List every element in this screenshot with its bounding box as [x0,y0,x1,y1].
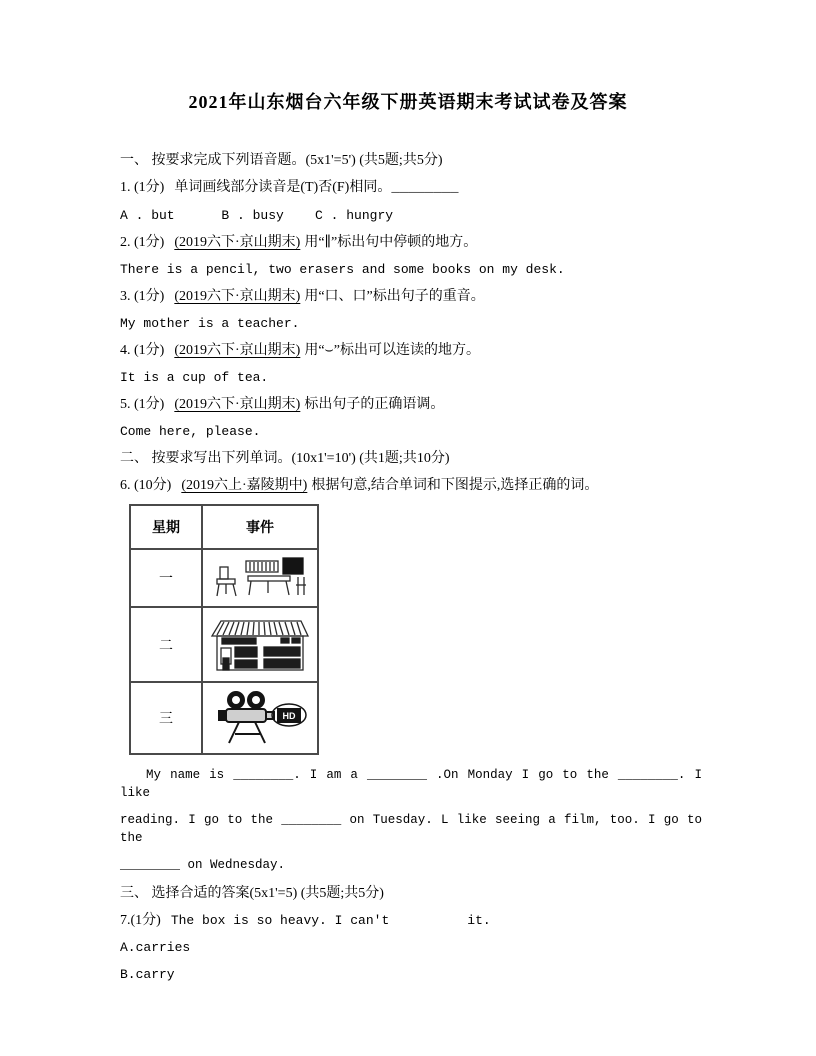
question-5-source-tag: (2019六下·京山期末) [174,397,301,412]
question-3-source-tag: (2019六下·京山期末) [174,289,301,304]
question-4-label: 4. (1分) [120,343,165,358]
film-projector-image [211,689,309,747]
section-3-heading: 三、 选择合适的答案(5x1'=5) (共5题;共5分) [120,885,384,901]
question-5 [120,396,720,414]
question-7-option-b: B.carry [120,966,175,982]
event-cell-monday [202,549,318,607]
table-header-event: 事件 [202,505,318,549]
question-2 [120,234,720,252]
question-6-label: 6. (10分) [120,478,172,493]
question-6 [120,477,720,495]
table-row-wednesday [130,682,318,754]
document-body [120,152,720,983]
question-5-label: 5. (1分) [120,397,165,412]
question-3-label: 3. (1分) [120,289,165,304]
question-6-text: 根据句意,结合单词和下图提示,选择正确的词。 [311,478,599,493]
bookstore-front-image [209,614,311,676]
library-classroom-image [210,555,310,601]
question-1-options: A . but B . busy C . hungry [120,208,394,223]
question-1 [120,179,720,198]
table-header-day: 星期 [130,505,202,549]
page-title: 2021年山东烟台六年级下册英语期末考试试卷及答案 [188,92,628,112]
table-header-row [130,505,318,549]
paragraph-line-3: ________ on Wednesday. [120,858,286,872]
question-4-text: 用“⌣”标出可以连读的地方。 [304,343,480,358]
question-2-text: 用“∥”标出句中停顿的地方。 [304,235,478,250]
table-row-monday [130,549,318,607]
question-2-label: 2. (1分) [120,235,165,250]
event-cell-wednesday [202,682,318,754]
question-7-option-a: A.carries [120,939,191,955]
question-3-sentence: My mother is a teacher. [120,316,300,331]
event-cell-tuesday [202,607,318,682]
question-7 [120,912,720,930]
question-7-text: The box is so heavy. I can't it. [170,912,491,928]
question-3 [120,288,720,306]
weekly-schedule-table [129,504,319,755]
question-6-source-tag: (2019六上·嘉陵期中) [181,478,308,493]
table-row-tuesday [130,607,318,682]
day-cell-wednesday: 三 [130,682,202,754]
question-4 [120,342,720,360]
day-cell-monday: 一 [130,549,202,607]
question-4-sentence: It is a cup of tea. [120,370,269,385]
question-1-text: 单词画线部分读音是(T)否(F)相同。 [174,180,392,195]
section-1-heading: 一、 按要求完成下列语音题。(5x1'=5') (共5题;共5分) [120,153,443,168]
fill-in-paragraph [120,767,702,875]
question-2-sentence: There is a pencil, two erasers and some books on my desk. [120,262,565,277]
hd-badge: HD [282,711,296,721]
day-cell-tuesday: 二 [130,607,202,682]
question-4-source-tag: (2019六下·京山期末) [174,343,301,358]
section-2-heading: 二、 按要求写出下列单词。(10x1'=10') (共1题;共10分) [120,451,450,466]
question-5-text: 标出句子的正确语调。 [304,397,445,412]
question-7-label: 7.(1分) [120,912,161,928]
question-3-text: 用“口、口”标出句子的重音。 [304,289,485,304]
question-1-label: 1. (1分) [120,180,165,195]
paragraph-line-1: My name is ________. I am a ________ .On Monday I go to the ________. I like [120,768,702,800]
question-2-source-tag: (2019六下·京山期末) [174,235,301,250]
question-5-sentence: Come here, please. [120,424,261,439]
question-1-answer-blank: ________ [391,180,459,196]
paragraph-line-2: reading. I go to the ________ on Tuesday. L like seeing a film, too. I go to the [120,813,702,845]
